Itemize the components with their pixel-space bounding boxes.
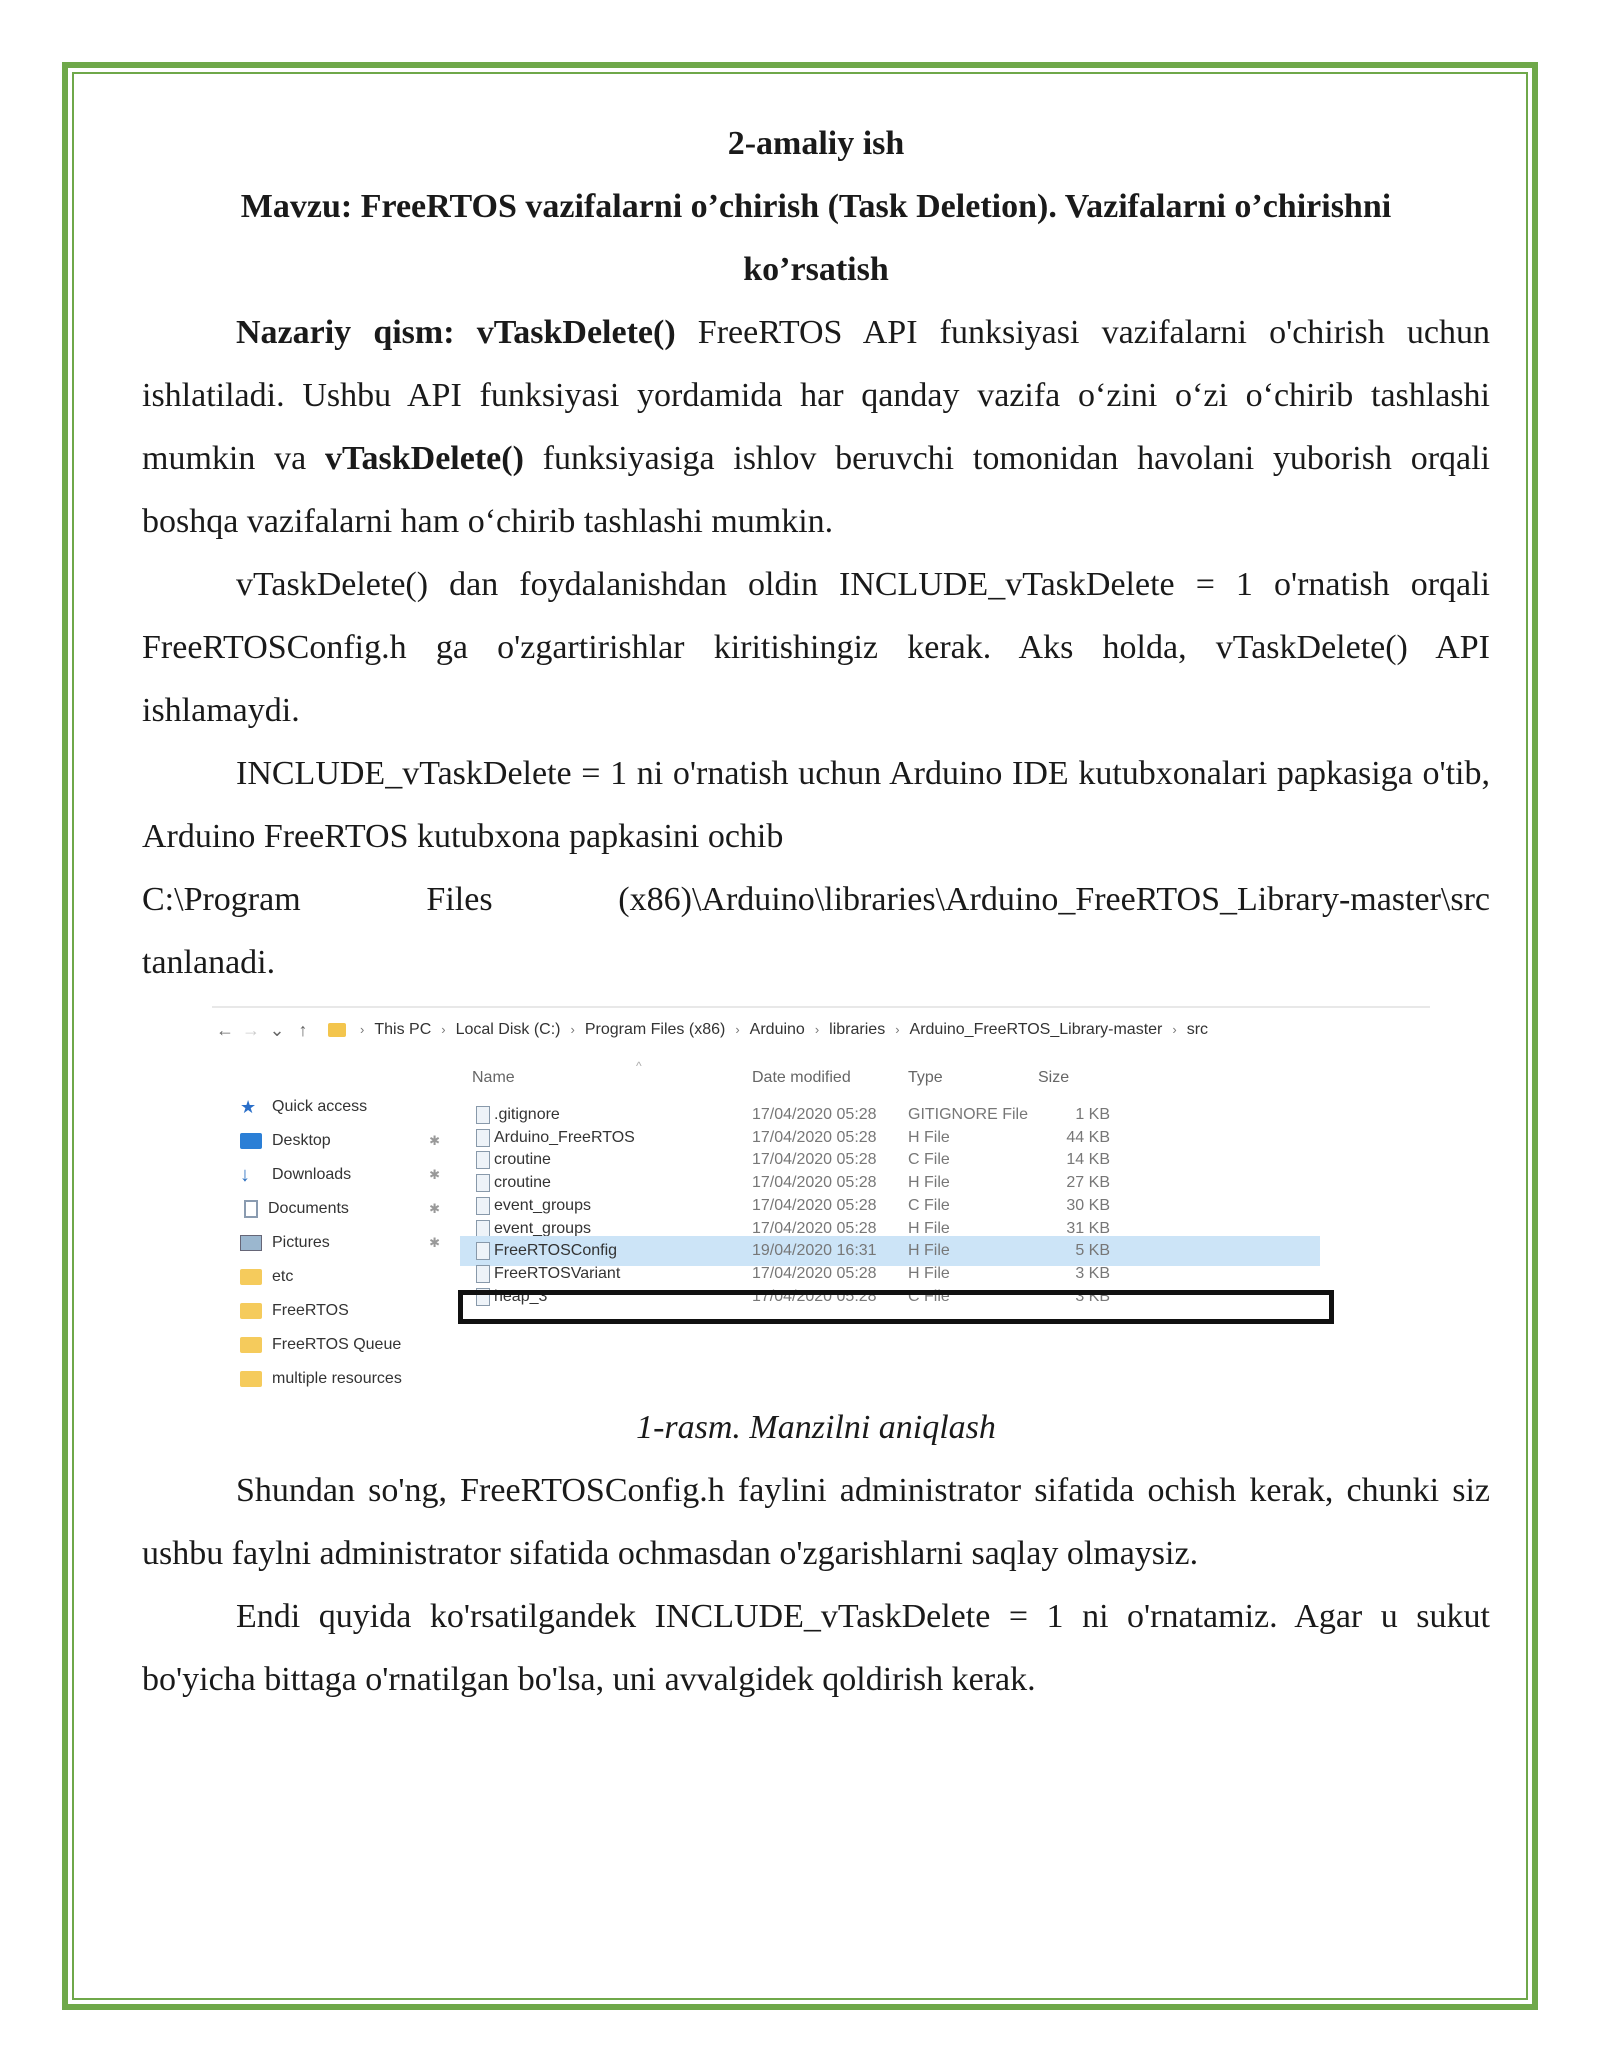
- config-paragraph: vTaskDelete() dan foydalanishdan oldin INCLUDE_vTaskDelete = 1 o'rnatish orqali FreeRTOSConfig.h ga o'zgartirishlar kiritishingiz kerak. Aks holda, vTaskDelete() API ishlamaydi.: [142, 566, 1490, 729]
- forward-arrow-icon[interactable]: →: [242, 1020, 260, 1040]
- nav-item[interactable]: [240, 1124, 440, 1158]
- folder-icon: [328, 1023, 346, 1037]
- nav-item-label: etc: [272, 1268, 294, 1285]
- path-part-2: Files: [426, 881, 493, 918]
- folder-icon: [240, 1371, 262, 1387]
- breadcrumb-separator: ›: [570, 1022, 575, 1037]
- nav-item[interactable]: [240, 1260, 440, 1294]
- file-name: event_groups: [494, 1196, 591, 1214]
- nav-item[interactable]: [240, 1192, 440, 1226]
- topic-line-continued: ko’rsatish: [743, 251, 889, 288]
- nav-item-label: FreeRTOS: [272, 1302, 349, 1319]
- desktop-icon: [240, 1133, 262, 1149]
- topic-line: Mavzu: FreeRTOS vazifalarni o’chirish (Task Deletion). Vazifalarni o’chirishni: [240, 188, 1392, 225]
- nav-item-label: FreeRTOS Queue: [272, 1336, 402, 1353]
- breadcrumb-program-files[interactable]: Program Files (x86): [584, 1021, 726, 1038]
- file-icon: [476, 1129, 490, 1147]
- file-type: H File: [908, 1174, 950, 1192]
- file-name: .gitignore: [494, 1106, 560, 1123]
- nav-item[interactable]: [240, 1362, 440, 1396]
- file-date: 17/04/2020 05:28: [752, 1106, 877, 1123]
- theory-text-b: funksiyasiga ishlov beruvchi tomonidan havolani yuborish orqali boshqa vazifalarni ham o‘chirib tashlashi mumkin.: [142, 440, 1490, 540]
- file-date: 17/04/2020 05:28: [752, 1128, 877, 1146]
- nav-item-label: Documents: [268, 1200, 349, 1217]
- file-name: croutine: [494, 1174, 551, 1192]
- path-part-1: C:\Program: [142, 881, 301, 918]
- star-icon: ★: [240, 1097, 257, 1117]
- breadcrumb-this-pc[interactable]: This PC: [374, 1021, 432, 1038]
- file-date: 17/04/2020 05:28: [752, 1264, 877, 1282]
- admin-paragraph: Shundan so'ng, FreeRTOSConfig.h faylini administrator sifatida ochish kerak, chunki siz ushbu faylni administrator sifatida ochmasdan o'zgarishlarni saqlay olmaysiz.: [142, 1472, 1490, 1572]
- file-date: 17/04/2020 05:28: [752, 1174, 877, 1192]
- column-header-size[interactable]: Size: [1038, 1069, 1070, 1086]
- nav-item-label: multiple resources: [272, 1370, 402, 1387]
- file-name: event_groups: [494, 1219, 591, 1237]
- file-date: 17/04/2020 05:28: [752, 1151, 877, 1169]
- library-path: [142, 868, 1490, 931]
- column-header-name[interactable]: Name: [472, 1069, 515, 1086]
- highlight-box: [458, 1290, 1334, 1324]
- file-size: 1 KB: [1075, 1106, 1110, 1123]
- file-icon: [476, 1242, 490, 1260]
- file-explorer-screenshot: [212, 1006, 1430, 1396]
- file-icon: [476, 1197, 490, 1215]
- document-page: [142, 112, 1490, 1711]
- file-date: 17/04/2020 05:28: [752, 1196, 877, 1214]
- path-part-3: (x86)\Arduino\libraries\Arduino_FreeRTOS_Library-master\src: [618, 881, 1490, 918]
- file-type: C File: [908, 1287, 950, 1305]
- up-arrow-icon[interactable]: ↑: [298, 1020, 308, 1040]
- file-icon: [476, 1265, 490, 1283]
- pin-icon[interactable]: ✱: [429, 1133, 440, 1148]
- file-icon: [476, 1220, 490, 1238]
- theory-paragraph: [142, 301, 1490, 553]
- breadcrumb-src[interactable]: src: [1186, 1021, 1209, 1038]
- breadcrumb-freertos-library[interactable]: Arduino_FreeRTOS_Library-master: [909, 1021, 1163, 1038]
- file-type: H File: [908, 1219, 950, 1237]
- library-paragraph-end: tanlanadi.: [142, 944, 276, 981]
- breadcrumb-separator: ›: [814, 1022, 820, 1037]
- navigation-pane: [240, 1090, 440, 1396]
- document-icon: [244, 1200, 258, 1218]
- file-size: 3 KB: [1075, 1287, 1110, 1305]
- setting-paragraph: Endi quyida ko'rsatilgandek INCLUDE_vTaskDelete = 1 ni o'rnatamiz. Agar u sukut bo'yicha bittaga o'rnatilgan bo'lsa, uni avvalgidek qoldirish kerak.: [142, 1598, 1490, 1698]
- pictures-icon: [240, 1235, 262, 1251]
- file-size: 30 KB: [1066, 1196, 1110, 1214]
- breadcrumb-separator: ›: [441, 1022, 446, 1037]
- nav-item[interactable]: [240, 1226, 440, 1260]
- file-size: 31 KB: [1066, 1219, 1110, 1237]
- nav-item-label: Quick access: [272, 1098, 368, 1115]
- file-icon: [476, 1106, 490, 1124]
- pin-icon[interactable]: ✱: [429, 1167, 440, 1182]
- file-type: H File: [908, 1242, 950, 1260]
- nav-item-label: Downloads: [272, 1166, 352, 1183]
- theory-lead: Nazariy qism: vTaskDelete(): [236, 314, 676, 351]
- breadcrumb-local-disk[interactable]: Local Disk (C:): [455, 1021, 561, 1038]
- file-name: Arduino_FreeRTOS: [494, 1128, 635, 1146]
- sort-caret-icon: ^: [636, 1059, 642, 1073]
- nav-item[interactable]: [240, 1328, 440, 1362]
- breadcrumb-separator: ›: [895, 1022, 900, 1037]
- nav-item[interactable]: [240, 1158, 440, 1192]
- folder-icon: [240, 1337, 262, 1353]
- file-name: croutine: [494, 1151, 551, 1169]
- column-header-date[interactable]: Date modified: [752, 1069, 851, 1086]
- file-size: 5 KB: [1075, 1242, 1110, 1260]
- file-type: C File: [908, 1151, 950, 1169]
- file-icon: [476, 1151, 490, 1169]
- folder-icon: [240, 1303, 262, 1319]
- nav-item[interactable]: [240, 1090, 440, 1124]
- file-type: GITIGNORE File: [908, 1106, 1029, 1123]
- breadcrumb-separator: ›: [360, 1022, 365, 1037]
- folder-icon: [240, 1269, 262, 1285]
- nav-item-label: Desktop: [272, 1132, 331, 1149]
- file-size: 3 KB: [1075, 1264, 1110, 1282]
- file-type: H File: [908, 1264, 950, 1282]
- nav-item[interactable]: [240, 1294, 440, 1328]
- file-size: 27 KB: [1066, 1174, 1110, 1192]
- file-name: heap_3: [494, 1287, 548, 1305]
- figure-caption: 1-rasm. Manzilni aniqlash: [636, 1409, 996, 1446]
- file-date: 17/04/2020 05:28: [752, 1287, 877, 1305]
- theory-text-a: FreeRTOS API funksiyasi vazifalarni o'chirish uchun ishlatiladi. Ushbu API funksiyasi yordamida har qanday vazifa o‘zini o‘zi o‘chirib tashlashi mumkin va: [142, 314, 1490, 477]
- column-header-type[interactable]: Type: [908, 1069, 943, 1086]
- back-arrow-icon[interactable]: ←: [216, 1020, 234, 1040]
- recent-locations-icon[interactable]: ⌄: [269, 1020, 285, 1040]
- pin-icon[interactable]: ✱: [429, 1235, 440, 1250]
- breadcrumb-separator: ›: [735, 1022, 740, 1037]
- download-icon: ↓: [240, 1164, 250, 1186]
- file-size: 44 KB: [1066, 1128, 1110, 1146]
- file-name: FreeRTOSVariant: [494, 1264, 621, 1282]
- address-bar: [212, 1006, 1430, 1052]
- file-name: FreeRTOSConfig: [494, 1242, 618, 1260]
- breadcrumb-separator: ›: [1172, 1022, 1177, 1037]
- pin-icon[interactable]: ✱: [429, 1201, 440, 1216]
- nav-item-label: Pictures: [272, 1234, 330, 1251]
- breadcrumb-arduino[interactable]: Arduino: [749, 1021, 805, 1038]
- file-type: C File: [908, 1196, 950, 1214]
- file-date: 19/04/2020 16:31: [752, 1242, 877, 1260]
- library-paragraph: INCLUDE_vTaskDelete = 1 ni o'rnatish uchun Arduino IDE kutubxonalari papkasiga o'tib, Arduino FreeRTOS kutubxona papkasini ochib: [142, 755, 1490, 855]
- file-date: 17/04/2020 05:28: [752, 1219, 877, 1237]
- file-icon: [476, 1174, 490, 1192]
- document-title: 2-amaliy ish: [727, 125, 905, 162]
- breadcrumb-libraries[interactable]: libraries: [829, 1021, 886, 1038]
- file-type: H File: [908, 1128, 950, 1146]
- theory-bold-function: vTaskDelete(): [324, 440, 524, 477]
- file-size: 14 KB: [1066, 1151, 1110, 1169]
